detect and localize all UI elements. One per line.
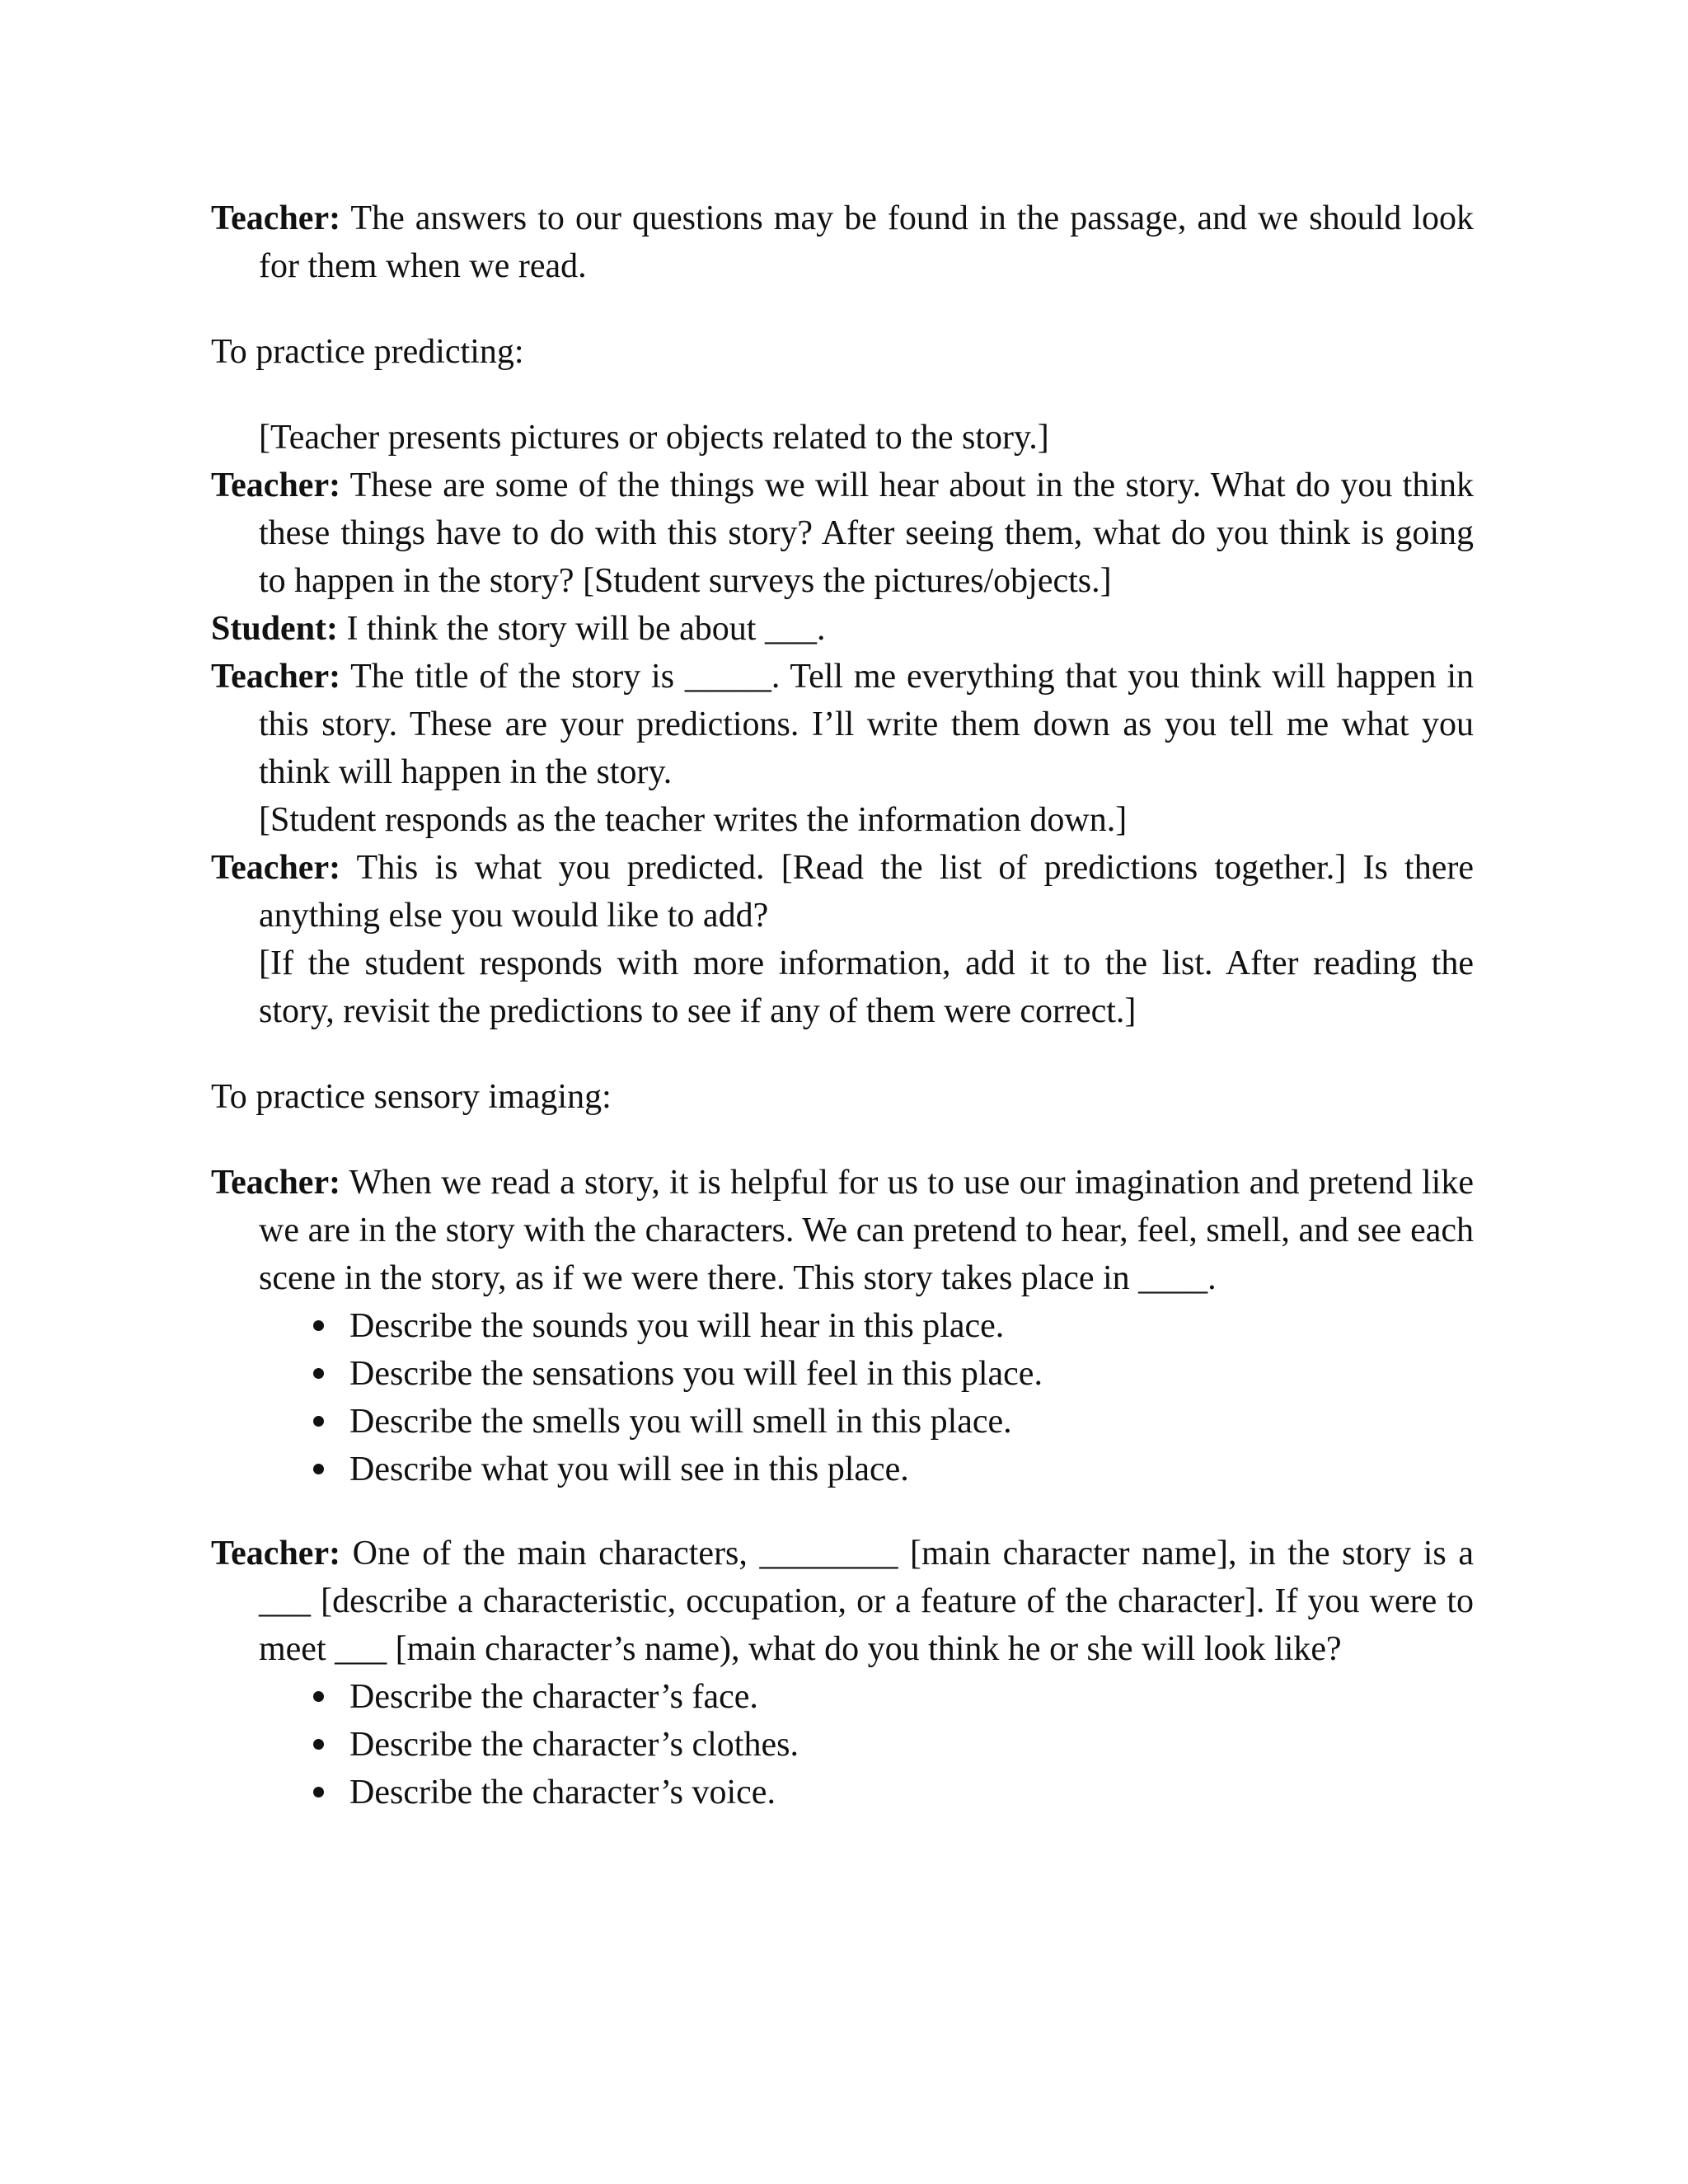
- sensory-bullet-list: [211, 1302, 1474, 1493]
- speaker-label: Teacher:: [211, 199, 341, 237]
- list-item: [349, 1721, 1474, 1769]
- list-item-text: Describe what you will see in this place.: [349, 1451, 909, 1488]
- document-page: [211, 194, 1474, 1816]
- teacher-line-character: [211, 1530, 1474, 1673]
- list-item-text: Describe the smells you will smell in this place.: [349, 1403, 1012, 1441]
- character-bullet-list: [211, 1673, 1474, 1816]
- section-heading-sensory: To practice sensory imaging:: [211, 1078, 612, 1116]
- bullet-icon: [313, 1416, 324, 1427]
- section-heading-predicting: To practice predicting:: [211, 333, 524, 371]
- list-item: [349, 1302, 1474, 1350]
- student-line-about: [211, 605, 1474, 653]
- bullet-icon: [313, 1691, 324, 1702]
- speaker-label: Teacher:: [211, 658, 341, 696]
- list-item: [349, 1350, 1474, 1398]
- bullet-icon: [313, 1739, 324, 1750]
- list-item: [349, 1446, 1474, 1493]
- speaker-label: Teacher:: [211, 466, 341, 504]
- stage-direction: [Teacher presents pictures or objects related to the story.]: [259, 419, 1049, 457]
- teacher-line-things: [211, 462, 1474, 605]
- dialogue-text: These are some of the things we will hear about in the story. What do you think these things have to do with this story? After seeing them, what do you think is going to happen in the story? [Student surveys the pictures/objects.]: [259, 466, 1474, 600]
- dialogue-text: I think the story will be about ___.: [338, 610, 826, 648]
- stage-direction: [If the student responds with more information, add it to the list. After reading the story, revisit the predictions to see if any of them were correct.]: [259, 944, 1474, 1030]
- teacher-line-title: [211, 653, 1474, 796]
- list-item: [349, 1398, 1474, 1446]
- bullet-icon: [313, 1464, 324, 1474]
- dialogue-text: The title of the story is _____. Tell me everything that you think will happen in this story. These are your predictions. I’ll write them down as you tell me what you think will happen in the story.: [259, 658, 1474, 791]
- list-item: [349, 1769, 1474, 1816]
- speaker-label: Teacher:: [211, 1164, 341, 1202]
- speaker-label: Student:: [211, 610, 339, 648]
- teacher-line-imagination: [211, 1159, 1474, 1302]
- bullet-icon: [313, 1368, 324, 1379]
- dialogue-text: The answers to our questions may be found in the passage, and we should look for them when we read.: [259, 199, 1474, 285]
- teacher-line-answers: [211, 194, 1474, 290]
- list-item-text: Describe the character’s face.: [349, 1678, 758, 1716]
- list-item-text: Describe the sounds you will hear in this place.: [349, 1307, 1005, 1345]
- teacher-line-predicted: [211, 844, 1474, 940]
- stage-direction: [Student responds as the teacher writes the information down.]: [259, 801, 1128, 839]
- bullet-icon: [313, 1320, 324, 1331]
- list-item: [349, 1673, 1474, 1721]
- speaker-label: Teacher:: [211, 1535, 341, 1572]
- dialogue-text: One of the main characters, ________ [main character name], in the story is a ___ [describe a characteristic, occupation, or a feature of the character]. If you were to meet ___ [main character’s name), what do you think he or she will look like?: [259, 1535, 1474, 1668]
- speaker-label: Teacher:: [211, 849, 341, 887]
- dialogue-text: When we read a story, it is helpful for us to use our imagination and pretend like we are in the story with the characters. We can pretend to hear, feel, smell, and see each scene in the story, as if we were there. This story takes place in ____.: [259, 1164, 1474, 1297]
- list-item-text: Describe the character’s clothes.: [349, 1726, 799, 1764]
- list-item-text: Describe the sensations you will feel in this place.: [349, 1355, 1043, 1393]
- dialogue-text: This is what you predicted. [Read the list of predictions together.] Is there anything else you would like to add?: [259, 849, 1474, 935]
- list-item-text: Describe the character’s voice.: [349, 1774, 776, 1811]
- bullet-icon: [313, 1787, 324, 1797]
